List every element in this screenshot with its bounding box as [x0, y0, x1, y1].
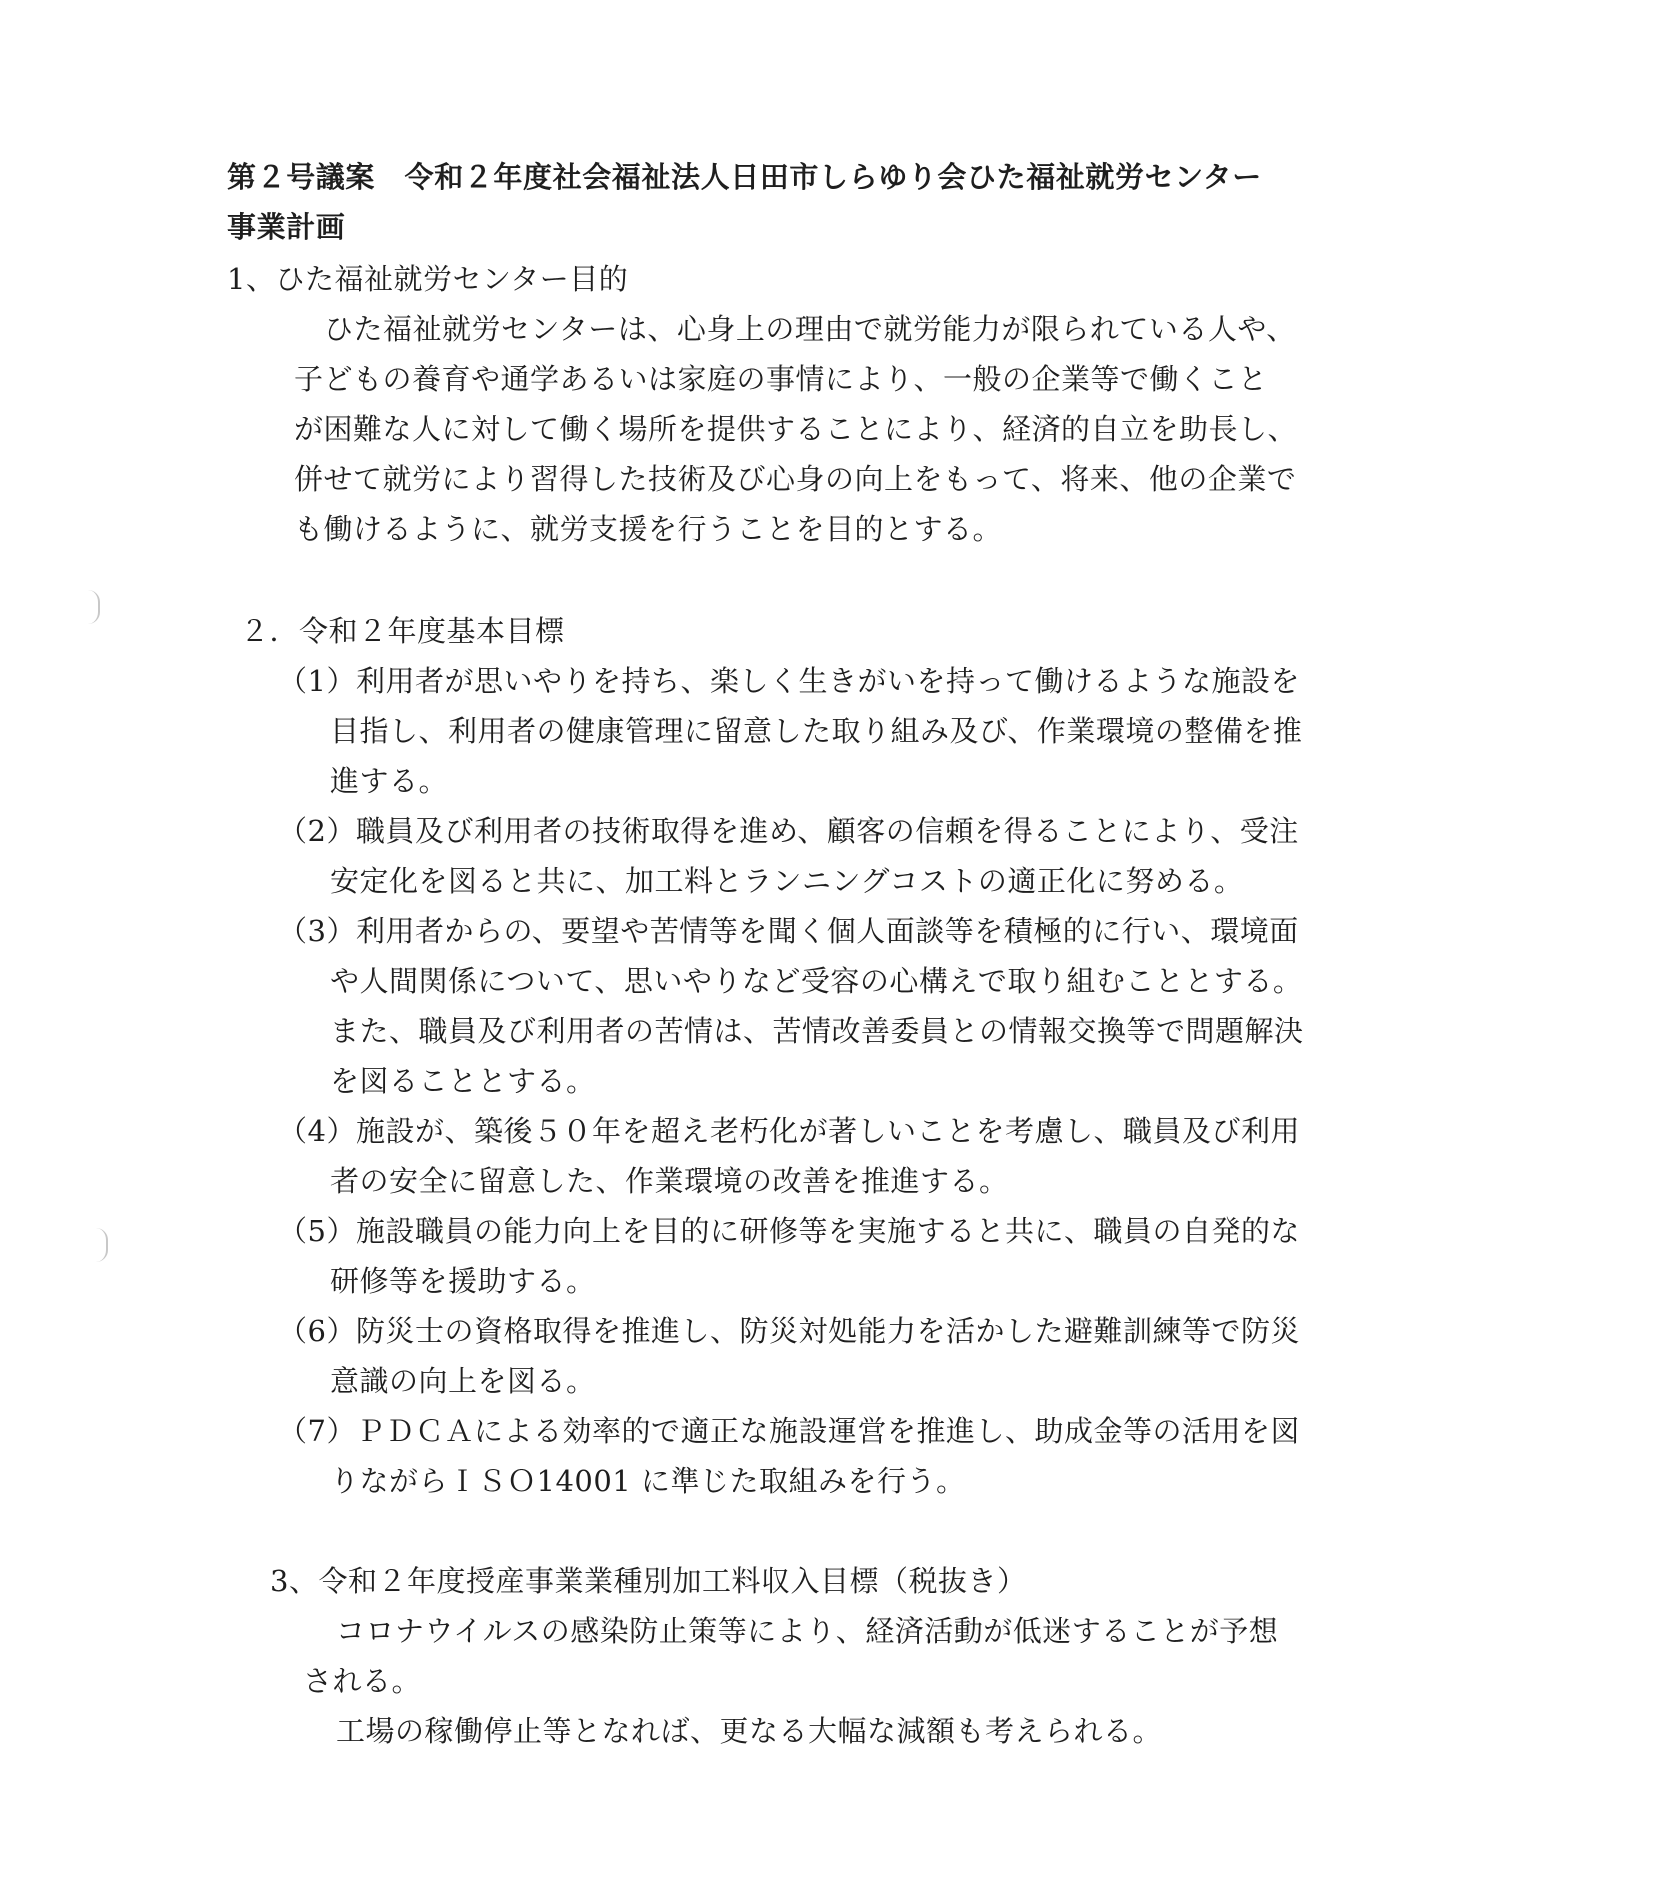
- goal-item-3-line: また、職員及び利用者の苦情は、苦情改善委員との情報交換等で問題解決: [330, 1014, 1304, 1048]
- punch-hole-mark: [96, 1228, 108, 1262]
- section-3-paragraph-line: される。: [303, 1664, 422, 1698]
- document-title-line-2: 事業計画: [227, 210, 346, 244]
- goal-item-3-line: （3）利用者からの、要望や苦情等を聞く個人面談等を積極的に行い、環境面: [278, 914, 1299, 948]
- goal-item-3-line: や人間関係について、思いやりなど受容の心構えで取り組むこととする。: [330, 964, 1303, 998]
- goal-item-1-line: 目指し、利用者の健康管理に留意した取り組み及び、作業環境の整備を推: [330, 714, 1303, 748]
- goal-item-2-line: 安定化を図ると共に、加工料とランニングコストの適正化に努める。: [330, 864, 1244, 898]
- goal-item-7-line: りながらＩＳＯ14001 に準じた取組みを行う。: [330, 1464, 966, 1498]
- section-1-paragraph-line: ひた福祉就労センターは、心身上の理由で就労能力が限られている人や、: [324, 312, 1296, 346]
- section-2-heading: ２．令和２年度基本目標: [240, 614, 565, 648]
- section-3-heading: 3、令和２年度授産事業業種別加工料収入目標（税抜き）: [270, 1564, 1027, 1598]
- goal-item-2-line: （2）職員及び利用者の技術取得を進め、顧客の信頼を得ることにより、受注: [278, 814, 1299, 848]
- goal-item-6-line: 意識の向上を図る。: [330, 1364, 596, 1398]
- section-1-heading: 1、ひた福祉就労センター目的: [227, 262, 629, 296]
- section-3-paragraph-line: コロナウイルスの感染防止策等により、経済活動が低迷することが予想: [336, 1614, 1279, 1648]
- goal-item-1-line: （1）利用者が思いやりを持ち、楽しく生きがいを持って働けるような施設を: [278, 664, 1300, 698]
- section-1-paragraph-line: が困難な人に対して働く場所を提供することにより、経済的自立を助長し、: [294, 412, 1298, 446]
- section-1-paragraph-line: 併せて就労により習得した技術及び心身の向上をもって、将来、他の企業で: [294, 462, 1297, 496]
- goal-item-4-line: 者の安全に留意した、作業環境の改善を推進する。: [330, 1164, 1009, 1198]
- goal-item-4-line: （4）施設が、築後５０年を超え老朽化が著しいことを考慮し、職員及び利用: [278, 1114, 1300, 1148]
- goal-item-1-line: 進する。: [330, 764, 449, 798]
- goal-item-3-line: を図ることとする。: [330, 1064, 596, 1098]
- section-3-paragraph-line: 工場の稼働停止等となれば、更なる大幅な減額も考えられる。: [336, 1714, 1163, 1748]
- section-1-paragraph-line: も働けるように、就労支援を行うことを目的とする。: [294, 512, 1003, 546]
- goal-item-7-line: （7）ＰＤＣＡによる効率的で適正な施設運営を推進し、助成金等の活用を図: [278, 1414, 1300, 1448]
- punch-hole-mark: [88, 590, 100, 624]
- goal-item-5-line: 研修等を援助する。: [330, 1264, 596, 1298]
- section-1-paragraph-line: 子どもの養育や通学あるいは家庭の事情により、一般の企業等で働くこと: [294, 362, 1268, 396]
- goal-item-5-line: （5）施設職員の能力向上を目的に研修等を実施すると共に、職員の自発的な: [278, 1214, 1300, 1248]
- goal-item-6-line: （6）防災士の資格取得を推進し、防災対処能力を活かした避難訓練等で防災: [278, 1314, 1300, 1348]
- document-title-line-1: 第２号議案 令和２年度社会福祉法人日田市しらゆり会ひた福祉就労センター: [227, 160, 1262, 194]
